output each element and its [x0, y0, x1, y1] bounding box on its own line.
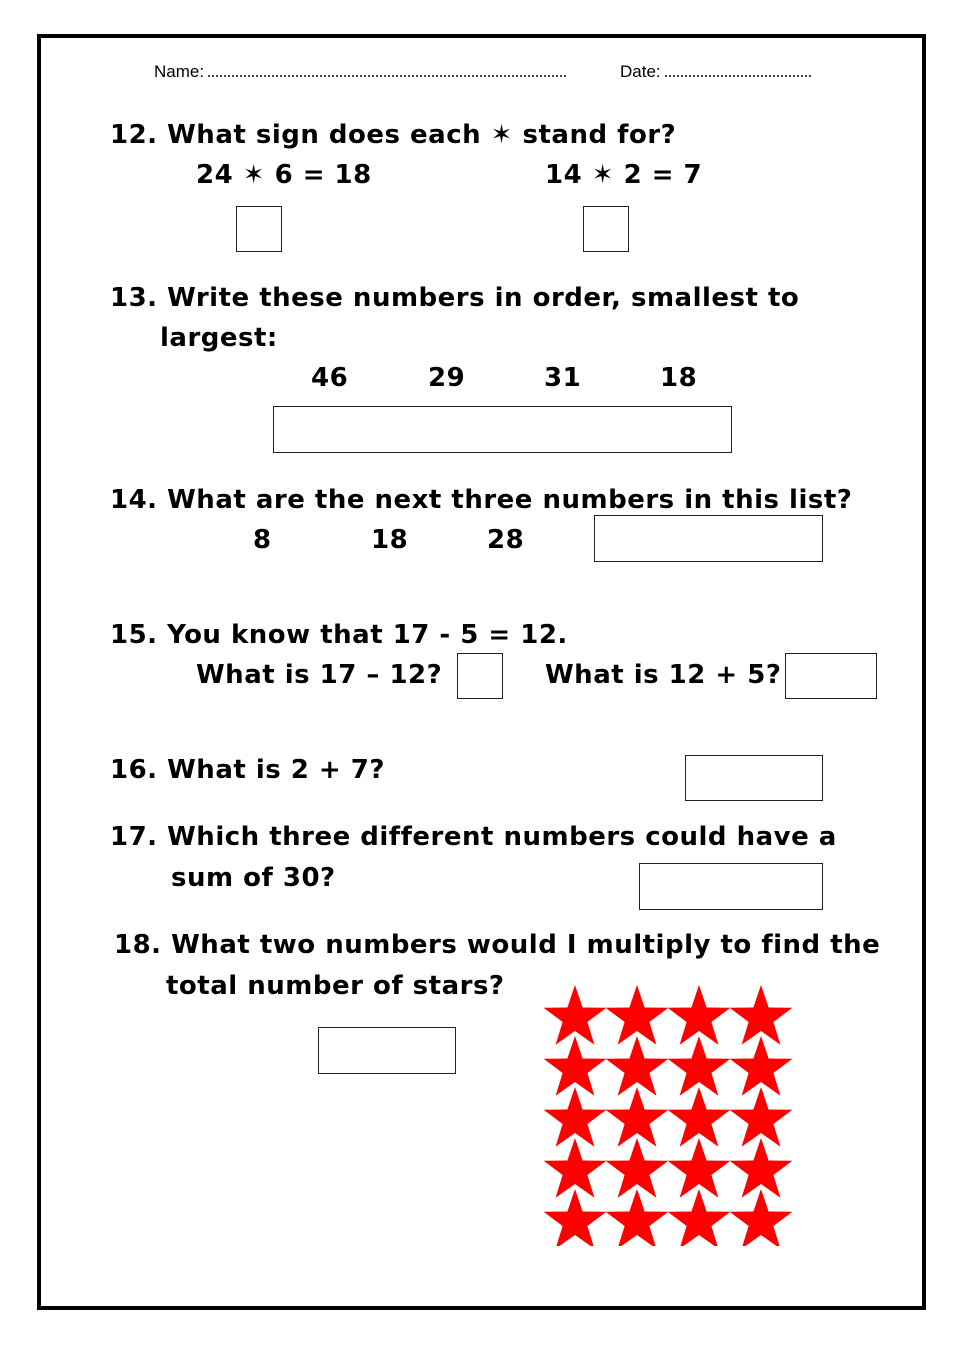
question-12-number: 12.: [110, 120, 158, 150]
date-field: [620, 62, 811, 82]
star-shape: [544, 1138, 607, 1198]
star-shape: [730, 1036, 793, 1096]
star-shape: [606, 1189, 669, 1246]
star-shape: [668, 1036, 731, 1096]
star-shape: [668, 1138, 731, 1198]
star-shape: [544, 1036, 607, 1096]
question-14-number: 14.: [110, 485, 158, 515]
question-17-line-2: sum of 30?: [171, 863, 336, 893]
date-line[interactable]: [665, 74, 811, 77]
name-field: [154, 62, 566, 82]
question-17-number: 17.: [110, 822, 158, 852]
star-shape: [606, 1036, 669, 1096]
number-46: 46: [311, 363, 349, 393]
question-15-line-1: You know that 17 - 5 = 12.: [167, 620, 568, 650]
question-12-equation-2: 14 ✶ 2 = 7: [545, 160, 703, 190]
star-shape: [606, 985, 669, 1045]
answer-box-13[interactable]: [273, 406, 732, 453]
number-29: 29: [428, 363, 466, 393]
question-18-line-1: What two numbers would I multiply to find the: [171, 930, 881, 960]
number-31: 31: [544, 363, 582, 393]
number-18: 18: [660, 363, 698, 393]
star-shape: [544, 985, 607, 1045]
question-18: [114, 930, 880, 960]
star-shape: [668, 985, 731, 1045]
question-17-line-1: Which three different numbers could have a: [167, 822, 837, 852]
question-14-text: What are the next three numbers in this list?: [167, 485, 853, 515]
question-18-line-2: total number of stars?: [166, 971, 505, 1001]
question-12-equation-1: 24 ✶ 6 = 18: [196, 160, 372, 190]
sequence-18: 18: [371, 525, 409, 555]
name-label: Name:: [154, 62, 205, 81]
star-shape: [668, 1087, 731, 1147]
question-13-line-1: Write these numbers in order, smallest to: [167, 283, 800, 313]
star-shape: [544, 1087, 607, 1147]
question-15-part-a: What is 17 – 12?: [196, 660, 443, 690]
answer-box-14[interactable]: [594, 515, 823, 562]
question-16-text: What is 2 + 7?: [167, 755, 385, 785]
star-shape: [730, 985, 793, 1045]
question-12: [110, 120, 676, 150]
star-shape: [606, 1138, 669, 1198]
question-17: [110, 822, 837, 852]
answer-box-15a[interactable]: [457, 653, 503, 699]
date-label: Date:: [620, 62, 661, 81]
answer-box-15b[interactable]: [785, 653, 877, 699]
sequence-8: 8: [253, 525, 272, 555]
question-13-number: 13.: [110, 283, 158, 313]
question-15: [110, 620, 568, 650]
question-18-number: 18.: [114, 930, 162, 960]
question-16: [110, 755, 385, 785]
star-grid: [540, 984, 800, 1246]
question-16-number: 16.: [110, 755, 158, 785]
question-15-part-b: What is 12 + 5?: [545, 660, 782, 690]
answer-box-12b[interactable]: [583, 206, 629, 252]
star-shape: [606, 1087, 669, 1147]
star-shape: [730, 1189, 793, 1246]
star-shape: [544, 1189, 607, 1246]
question-13: [110, 283, 799, 313]
question-12-text: What sign does each ✶ stand for?: [167, 120, 677, 150]
question-15-number: 15.: [110, 620, 158, 650]
answer-box-12a[interactable]: [236, 206, 282, 252]
question-13-line-2: largest:: [160, 323, 278, 353]
question-14: [110, 485, 852, 515]
name-line[interactable]: [208, 74, 566, 77]
star-shape: [730, 1087, 793, 1147]
star-shape: [668, 1189, 731, 1246]
answer-box-16[interactable]: [685, 755, 823, 801]
star-shape: [730, 1138, 793, 1198]
answer-box-17[interactable]: [639, 863, 823, 910]
answer-box-18[interactable]: [318, 1027, 456, 1074]
sequence-28: 28: [487, 525, 525, 555]
